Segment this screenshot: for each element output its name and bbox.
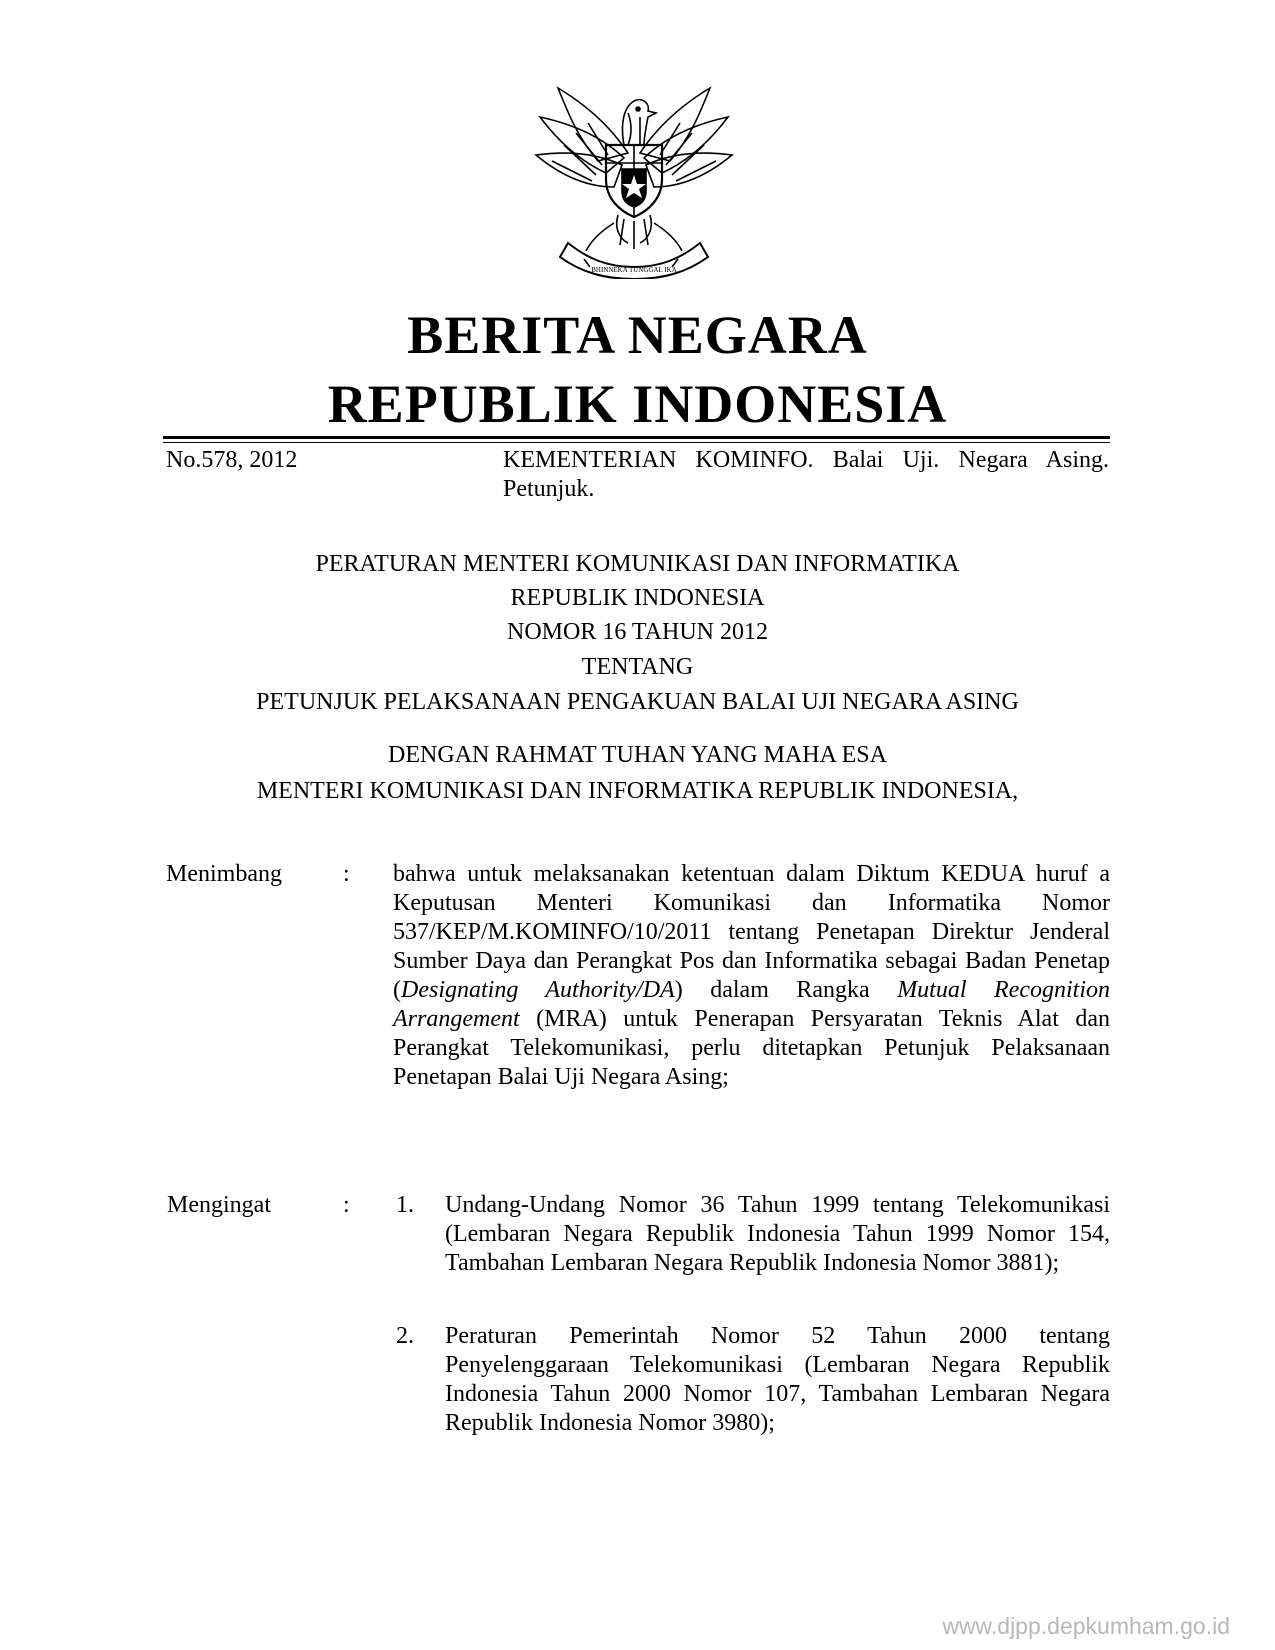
preamble-line-2: MENTERI KOMUNIKASI DAN INFORMATIKA REPUBLIK INDONESIA, xyxy=(256,778,1019,804)
mengingat-item-text: Undang-Undang Nomor 36 Tahun 1999 tentang Telekomunikasi (Lembaran Negara Republik Indonesia Tahun 1999 Nomor 154, Tambahan Lembaran Negara Republik Indonesia Nomor 3881); xyxy=(445,1192,1110,1276)
masthead-rule-thin xyxy=(163,442,1110,443)
mengingat-item-text: Peraturan Pemerintah Nomor 52 Tahun 2000 tentang Penyelenggaraan Telekomunikasi (Lembaran Negara Republik Indonesia Tahun 2000 Nomor 107, Tambahan Lembaran Negara Republik Indonesia Nomor 3980); xyxy=(445,1323,1110,1436)
regulation-subject: PETUNJUK PELAKSANAAN PENGAKUAN BALAI UJI NEGARA ASING xyxy=(256,689,1019,715)
menimbang-italic-1: Designating Authority/DA xyxy=(401,977,675,1003)
regulation-title-2: REPUBLIK INDONESIA xyxy=(510,585,765,611)
menimbang-colon: : xyxy=(343,861,350,887)
masthead-line-1: BERITA NEGARA xyxy=(407,305,868,365)
register-number: No.578, 2012 xyxy=(166,447,298,473)
menimbang-text xyxy=(393,860,1110,1092)
emblem-motto: BHINNEKA TUNGGAL IKA xyxy=(591,266,677,274)
masthead-line-2: REPUBLIK INDONESIA xyxy=(327,374,948,434)
menimbang-text-b: ) dalam Rangka xyxy=(674,977,898,1003)
preamble-line-1: DENGAN RAHMAT TUHAN YANG MAHA ESA xyxy=(388,742,887,768)
regulation-number: NOMOR 16 TAHUN 2012 xyxy=(507,619,768,645)
menimbang-text-c: (MRA) untuk Penerapan Persyaratan Teknis Alat dan Perangkat Telekomunikasi, perlu ditetapkan Petunjuk Pelaksanaan Penetapan Balai Uji Negara Asing; xyxy=(393,1006,1110,1090)
garuda-pancasila-emblem-icon xyxy=(528,83,740,279)
masthead-rule-thick xyxy=(163,436,1110,439)
mengingat-item-number: 1. xyxy=(396,1192,414,1218)
menimbang-text-a: bahwa untuk melaksanakan ketentuan dalam Diktum KEDUA huruf a Keputusan Menteri Komunikasi dan Informatika Nomor 537/KEP/M.KOMINFO/10/2011 tentang Penetapan Direktur Jenderal Sumber Daya dan Perangkat Pos dan Informatika sebagai Badan Penetap ( xyxy=(393,861,1110,1003)
regulation-title-1: PERATURAN MENTERI KOMUNIKASI DAN INFORMATIKA xyxy=(315,551,960,577)
watermark-url: www.djpp.depkumham.go.id xyxy=(942,1613,1230,1639)
menimbang-label: Menimbang xyxy=(166,861,282,887)
register-subject: KEMENTERIAN KOMINFO. Balai Uji. Negara Asing. Petunjuk. xyxy=(503,447,1109,502)
regulation-about: TENTANG xyxy=(581,654,694,680)
mengingat-label: Mengingat xyxy=(167,1192,271,1218)
menimbang-italic-2: Mutual Recognition Arrangement xyxy=(393,977,1110,1032)
mengingat-item-number: 2. xyxy=(396,1323,414,1349)
mengingat-colon: : xyxy=(343,1192,350,1218)
